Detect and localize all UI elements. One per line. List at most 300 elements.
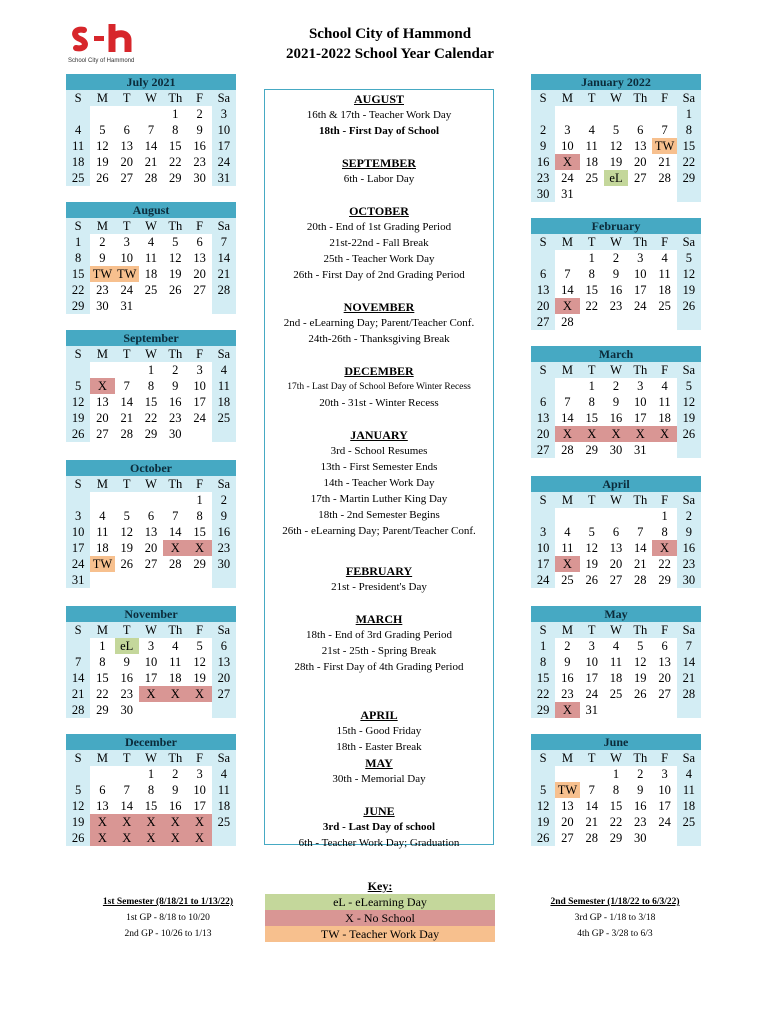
day-cell: 28 — [585, 831, 598, 845]
empty-cell — [652, 314, 676, 330]
day-cell: 18 — [658, 283, 671, 297]
day-cell: 17 — [212, 138, 236, 154]
calendar-august — [66, 202, 236, 314]
day-cell: 27 — [561, 831, 574, 845]
day-cell: 15 — [66, 266, 90, 282]
empty-cell — [187, 426, 211, 442]
day-tw: TW — [115, 266, 139, 282]
weekday-header: W — [139, 750, 163, 766]
day-x: X — [163, 540, 187, 556]
day-cell: 21 — [658, 155, 671, 169]
empty-cell — [628, 702, 652, 718]
day-cell: 1 — [172, 107, 179, 121]
empty-cell — [163, 298, 187, 314]
day-cell: 23 — [212, 540, 236, 556]
day-x: X — [187, 830, 211, 846]
day-cell: 24 — [212, 154, 236, 170]
day-cell: 7 — [147, 123, 155, 137]
weekday-header: Sa — [212, 346, 236, 362]
day-cell: 18 — [677, 798, 701, 814]
key-elearning: eL - eLearning Day — [265, 894, 495, 910]
day-cell: 4 — [661, 379, 668, 393]
day-cell: 16 — [212, 524, 236, 540]
day-cell: 26 — [677, 298, 701, 314]
day-cell: 21 — [585, 815, 598, 829]
day-cell: 30 — [212, 556, 236, 572]
weekday-header: M — [90, 476, 114, 492]
day-cell: 26 — [677, 426, 701, 442]
day-cell: 18 — [585, 155, 598, 169]
month-grid — [531, 90, 701, 202]
event-month-heading: MARCH — [355, 612, 403, 626]
day-x: X — [163, 830, 187, 846]
empty-cell — [90, 106, 114, 122]
day-cell: 14 — [585, 799, 598, 813]
day-cell: 4 — [677, 766, 701, 782]
day-cell: 14 — [120, 395, 133, 409]
day-x: X — [187, 540, 211, 556]
day-cell: 15 — [193, 525, 206, 539]
day-cell: 17 — [144, 671, 158, 685]
day-cell: 21 — [66, 686, 90, 702]
day-cell: 2 — [99, 235, 106, 249]
day-cell: 19 — [677, 282, 701, 298]
weekday-header: W — [139, 476, 163, 492]
weekday-header: T — [115, 90, 139, 106]
day-cell: 4 — [588, 123, 595, 137]
day-cell: 23 — [531, 170, 555, 186]
day-cell: 5 — [588, 525, 595, 539]
day-cell: 30 — [677, 572, 701, 588]
day-el: eL — [115, 638, 139, 654]
day-cell: 1 — [588, 251, 595, 265]
day-cell: 23 — [96, 283, 109, 297]
empty-cell — [580, 314, 604, 330]
weekday-header: F — [652, 492, 676, 508]
semester-1-title: 1st Semester (8/18/21 to 1/13/22) — [102, 897, 234, 907]
day-cell: 20 — [96, 411, 109, 425]
weekday-header: T — [115, 346, 139, 362]
weekday-header: T — [115, 476, 139, 492]
empty-cell — [66, 106, 90, 122]
empty-cell — [90, 572, 114, 588]
day-cell: 27 — [531, 442, 555, 458]
day-cell: 26 — [66, 830, 90, 846]
weekday-header: W — [139, 218, 163, 234]
month-name: September — [66, 330, 236, 346]
day-cell: 31 — [561, 187, 574, 201]
day-cell: 9 — [99, 251, 106, 265]
logo-mark — [68, 22, 148, 58]
month-name: June — [531, 734, 701, 750]
event-line: 13th - First Semester Ends — [320, 461, 438, 473]
weekday-header: M — [90, 346, 114, 362]
weekday-header: Sa — [212, 218, 236, 234]
day-cell: 1 — [66, 234, 90, 250]
empty-cell — [531, 508, 555, 524]
day-x: X — [187, 686, 211, 702]
event-line: 20th - End of 1st Grading Period — [306, 221, 452, 233]
day-x: X — [604, 426, 628, 442]
day-cell: 3 — [564, 123, 571, 137]
event-month-heading: DECEMBER — [344, 364, 414, 378]
calendar-title: 2021-2022 School Year Calendar — [286, 46, 494, 62]
day-cell: 16 — [677, 540, 701, 556]
day-cell: 10 — [120, 251, 133, 265]
calendar-april — [531, 476, 701, 588]
day-cell: 7 — [172, 509, 179, 523]
day-cell: 30 — [609, 443, 623, 457]
weekday-header: Th — [628, 622, 652, 638]
day-cell: 25 — [658, 299, 671, 313]
event-month-heading: APRIL — [360, 708, 398, 722]
day-cell: 1 — [99, 639, 106, 653]
day-tw: TW — [90, 266, 114, 282]
event-section-november — [265, 300, 493, 347]
day-cell: 14 — [561, 411, 574, 425]
weekday-header: F — [652, 90, 676, 106]
day-cell: 16 — [120, 671, 133, 685]
weekday-header: Th — [163, 90, 187, 106]
event-line: 21st - 25th - Spring Break — [321, 645, 437, 657]
weekday-header: Sa — [677, 234, 701, 250]
day-cell: 25 — [561, 573, 574, 587]
day-cell: 22 — [609, 815, 623, 829]
day-x: X — [115, 814, 139, 830]
day-x: X — [163, 686, 187, 702]
event-line: 24th-26th - Thanksgiving Break — [308, 333, 450, 345]
weekday-header: S — [66, 218, 90, 234]
day-cell: 27 — [634, 171, 647, 185]
weekday-header: F — [187, 750, 211, 766]
weekday-header: S — [531, 362, 555, 378]
day-cell: 31 — [120, 299, 133, 313]
day-cell: 22 — [585, 299, 598, 313]
day-cell: 9 — [123, 655, 130, 669]
weekday-header: S — [66, 750, 90, 766]
day-cell: 21 — [144, 155, 158, 169]
weekday-header: T — [580, 750, 604, 766]
weekday-header: W — [604, 750, 628, 766]
day-cell: 8 — [612, 783, 620, 797]
day-cell: 19 — [96, 155, 109, 169]
day-cell: 23 — [120, 687, 133, 701]
day-cell: 2 — [677, 508, 701, 524]
weekday-header: Th — [163, 622, 187, 638]
day-cell: 15 — [585, 283, 598, 297]
day-cell: 30 — [169, 427, 182, 441]
day-cell: 10 — [66, 524, 90, 540]
day-cell: 10 — [585, 655, 598, 669]
weekday-header: Sa — [212, 622, 236, 638]
day-x: X — [555, 556, 579, 572]
day-cell: 11 — [212, 782, 236, 798]
empty-cell — [115, 572, 139, 588]
day-x: X — [555, 154, 579, 170]
day-cell: 24 — [658, 815, 671, 829]
day-cell: 23 — [193, 155, 206, 169]
weekday-header: M — [90, 218, 114, 234]
day-cell: 3 — [637, 379, 644, 393]
event-line: 21st-22nd - Fall Break — [329, 237, 429, 249]
day-cell: 13 — [144, 525, 158, 539]
day-cell: 19 — [120, 541, 133, 555]
day-cell: 17 — [634, 411, 647, 425]
day-cell: 17 — [658, 799, 671, 813]
event-section-may — [265, 756, 493, 787]
day-cell: 15 — [585, 411, 598, 425]
month-grid — [66, 622, 236, 718]
event-line: 17th - Martin Luther King Day — [310, 493, 448, 505]
weekday-header: F — [187, 346, 211, 362]
weekday-header: W — [139, 90, 163, 106]
empty-cell — [555, 250, 579, 266]
empty-cell — [677, 830, 701, 846]
weekday-header: W — [604, 90, 628, 106]
day-cell: 20 — [531, 298, 555, 314]
empty-cell — [604, 508, 628, 524]
month-grid — [531, 234, 701, 330]
day-cell: 16 — [169, 395, 182, 409]
day-cell: 10 — [561, 139, 574, 153]
key-title: Key: — [367, 879, 393, 893]
empty-cell — [139, 492, 163, 508]
empty-cell — [115, 492, 139, 508]
logo-caption: School City of Hammond — [68, 58, 135, 64]
day-cell: 10 — [658, 783, 671, 797]
day-cell: 26 — [169, 283, 182, 297]
empty-cell — [652, 830, 676, 846]
weekday-header: Sa — [677, 750, 701, 766]
empty-cell — [139, 702, 163, 718]
day-cell: 14 — [212, 250, 236, 266]
event-line: 26th - eLearning Day; Parent/Teacher Conf. — [282, 525, 476, 537]
weekday-header: W — [604, 622, 628, 638]
event-line: 6th - Labor Day — [343, 173, 415, 185]
empty-cell — [628, 314, 652, 330]
day-cell: 20 — [634, 155, 647, 169]
event-month-heading: NOVEMBER — [343, 300, 415, 314]
day-cell: 11 — [561, 541, 574, 555]
day-cell: 6 — [637, 123, 644, 137]
empty-cell — [90, 492, 114, 508]
day-cell: 24 — [585, 687, 598, 701]
day-cell: 29 — [658, 573, 671, 587]
day-cell: 14 — [120, 799, 133, 813]
day-cell: 17 — [66, 540, 90, 556]
empty-cell — [555, 508, 579, 524]
day-cell: 8 — [99, 655, 106, 669]
empty-cell — [580, 186, 604, 202]
day-cell: 3 — [588, 639, 595, 653]
day-cell: 8 — [196, 509, 203, 523]
day-x: X — [163, 814, 187, 830]
day-x: X — [90, 830, 114, 846]
day-cell: 3 — [123, 235, 130, 249]
day-cell: 18 — [96, 541, 109, 555]
day-cell: 11 — [169, 655, 182, 669]
day-tw: TW — [652, 138, 676, 154]
event-section-february — [265, 564, 493, 595]
day-cell: 12 — [531, 798, 555, 814]
weekday-header: S — [531, 622, 555, 638]
day-cell: 25 — [66, 170, 90, 186]
day-cell: 18 — [658, 411, 671, 425]
day-cell: 5 — [123, 509, 130, 523]
empty-cell — [212, 426, 236, 442]
day-cell: 4 — [147, 235, 155, 249]
semester-1-info — [68, 894, 268, 942]
day-cell: 13 — [658, 655, 671, 669]
month-name: February — [531, 218, 701, 234]
day-cell: 8 — [588, 267, 595, 281]
legend-key — [265, 878, 495, 942]
empty-cell — [212, 298, 236, 314]
day-cell: 7 — [637, 525, 644, 539]
day-cell: 24 — [120, 283, 133, 297]
school-logo — [68, 22, 213, 74]
day-cell: 14 — [677, 654, 701, 670]
day-x: X — [90, 378, 114, 394]
day-x: X — [139, 830, 163, 846]
day-cell: 4 — [99, 509, 106, 523]
calendar-november — [66, 606, 236, 718]
day-x: X — [555, 702, 579, 718]
weekday-header: M — [90, 90, 114, 106]
day-cell: 19 — [609, 155, 623, 169]
empty-cell — [531, 250, 555, 266]
day-x: X — [580, 426, 604, 442]
empty-cell — [66, 638, 90, 654]
empty-cell — [163, 572, 187, 588]
day-cell: 15 — [531, 670, 555, 686]
day-cell: 8 — [147, 783, 155, 797]
weekday-header: F — [652, 622, 676, 638]
day-x: X — [652, 540, 676, 556]
day-x: X — [187, 814, 211, 830]
day-cell: 5 — [637, 639, 644, 653]
empty-cell — [652, 702, 676, 718]
day-cell: 12 — [96, 139, 109, 153]
empty-cell — [187, 702, 211, 718]
month-grid — [531, 492, 701, 588]
weekday-header: M — [555, 492, 579, 508]
day-cell: 11 — [66, 138, 90, 154]
day-cell: 27 — [96, 427, 109, 441]
weekday-header: S — [531, 750, 555, 766]
weekday-header: M — [555, 362, 579, 378]
day-cell: 8 — [172, 123, 179, 137]
day-cell: 5 — [677, 378, 701, 394]
day-cell: 7 — [564, 267, 571, 281]
day-cell: 24 — [561, 171, 574, 185]
month-grid — [66, 750, 236, 846]
day-cell: 27 — [658, 687, 671, 701]
day-cell: 27 — [144, 557, 158, 571]
day-cell: 12 — [677, 266, 701, 282]
day-cell: 29 — [609, 831, 623, 845]
day-cell: 25 — [212, 814, 236, 830]
day-cell: 3 — [531, 524, 555, 540]
day-cell: 3 — [196, 363, 203, 377]
day-cell: 2 — [172, 363, 179, 377]
day-cell: 27 — [193, 283, 206, 297]
day-cell: 3 — [196, 767, 203, 781]
day-cell: 31 — [585, 703, 598, 717]
day-cell: 30 — [120, 703, 133, 717]
empty-cell — [580, 766, 604, 782]
day-cell: 9 — [612, 395, 620, 409]
event-line: 6th - Teacher Work Day; Graduation — [298, 837, 460, 849]
weekday-header: S — [531, 90, 555, 106]
empty-cell — [580, 508, 604, 524]
empty-cell — [604, 702, 628, 718]
event-line: 26th - First Day of 2nd Grading Period — [293, 269, 465, 281]
day-cell: 21 — [634, 557, 647, 571]
day-cell: 14 — [144, 139, 158, 153]
calendar-december — [66, 734, 236, 846]
day-cell: 4 — [661, 251, 668, 265]
weekday-header: Sa — [677, 90, 701, 106]
month-name: May — [531, 606, 701, 622]
day-cell: 11 — [96, 525, 109, 539]
weekday-header: T — [115, 750, 139, 766]
weekday-header: M — [555, 90, 579, 106]
day-cell: 27 — [212, 686, 236, 702]
day-cell: 24 — [634, 299, 647, 313]
empty-cell — [139, 106, 163, 122]
day-cell: 8 — [661, 525, 668, 539]
day-cell: 31 — [66, 572, 90, 588]
day-cell: 8 — [677, 122, 701, 138]
weekday-header: Th — [163, 346, 187, 362]
event-section-january — [265, 428, 493, 539]
weekday-header: W — [604, 362, 628, 378]
weekday-header: Th — [163, 750, 187, 766]
day-x: X — [555, 426, 579, 442]
weekday-header: S — [66, 346, 90, 362]
weekday-header: F — [187, 476, 211, 492]
empty-cell — [677, 442, 701, 458]
month-name: July 2021 — [66, 74, 236, 90]
day-tw: TW — [90, 556, 114, 572]
empty-cell — [677, 314, 701, 330]
day-cell: 12 — [634, 655, 647, 669]
event-section-march — [265, 612, 493, 675]
day-x: X — [115, 830, 139, 846]
day-cell: 20 — [561, 815, 574, 829]
month-name: March — [531, 346, 701, 362]
weekday-header: F — [187, 622, 211, 638]
month-grid — [531, 622, 701, 718]
day-cell: 15 — [677, 138, 701, 154]
day-cell: 23 — [609, 299, 623, 313]
day-cell: 5 — [196, 639, 203, 653]
day-cell: 29 — [96, 703, 109, 717]
empty-cell — [163, 702, 187, 718]
key-teacher-work-day: TW - Teacher Work Day — [265, 926, 495, 942]
day-cell: 14 — [561, 283, 574, 297]
day-cell: 6 — [196, 235, 203, 249]
month-name: January 2022 — [531, 74, 701, 90]
day-cell: 13 — [96, 395, 109, 409]
events-list — [264, 89, 494, 849]
empty-cell — [90, 766, 114, 782]
day-cell: 22 — [677, 154, 701, 170]
day-cell: 9 — [212, 508, 236, 524]
month-name: April — [531, 476, 701, 492]
weekday-header: S — [66, 476, 90, 492]
